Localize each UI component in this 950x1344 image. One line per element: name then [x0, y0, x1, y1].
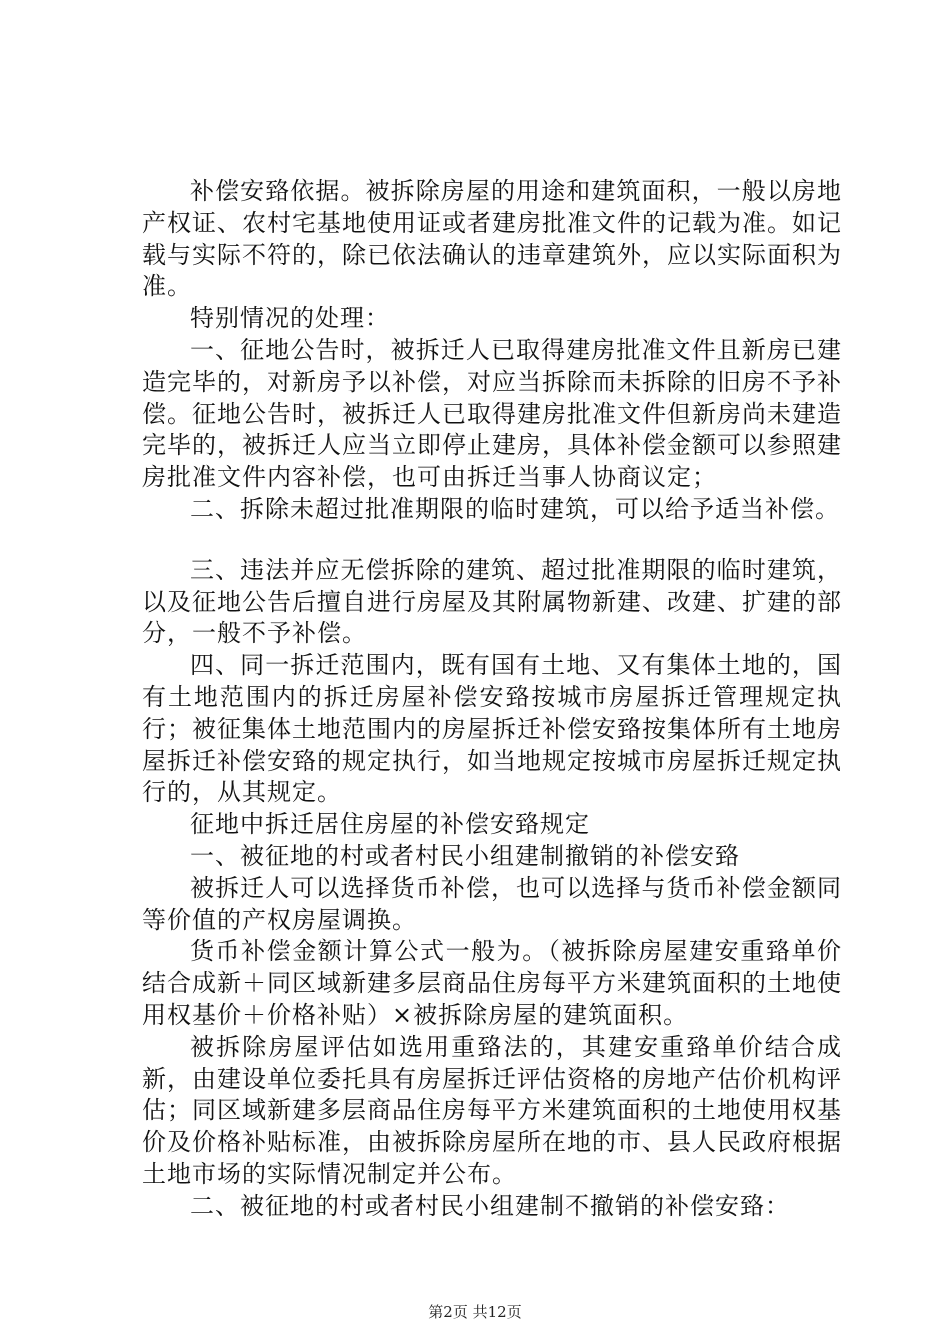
document-body	[142, 176, 842, 1223]
paragraph-item-4: 四、同一拆迁范围内，既有国有土地、又有集体土地的，国有土地范围内的拆迁房屋补偿安臵按城市房屋拆迁管理规定执行；被征集体土地范围内的房屋拆迁补偿安臵按集体所有土地房屋拆迁补偿安臵的规定执行，如当地规定按城市房屋拆迁规定执行的，从其规定。	[142, 651, 842, 807]
page-number-footer: 第2页 共12页	[428, 1303, 522, 1321]
paragraph-basis: 补偿安臵依据。被拆除房屋的用途和建筑面积，一般以房地产权证、农村宅基地使用证或者建房批准文件的记载为准。如记载与实际不符的，除已依法确认的违章建筑外，应以实际面积为准。	[142, 177, 842, 301]
paragraph-formula: 货币补偿金额计算公式一般为。（被拆除房屋建安重臵单价结合成新＋同区域新建多层商品住房每平方米建筑面积的土地使用权基价＋价格补贴）×被拆除房屋的建筑面积。	[142, 937, 842, 1029]
paragraph-item-2: 二、拆除未超过批准期限的临时建筑，可以给予适当补偿。	[190, 494, 840, 523]
paragraph-monetary-choice: 被拆迁人可以选择货币补偿，也可以选择与货币补偿金额同等价值的产权房屋调换。	[142, 873, 842, 934]
paragraph-residential-heading: 征地中拆迁居住房屋的补偿安臵规定	[190, 810, 590, 839]
paragraph-valuation: 被拆除房屋评估如选用重臵法的，其建安重臵单价结合成新，由建设单位委托具有房屋拆迁评估资格的房地产估价机构评估；同区域新建多层商品住房每平方米建筑面积的土地使用权基价及价格补贴标准，由被拆除房屋所在地的市、县人民政府根据土地市场的实际情况制定并公布。	[142, 1032, 842, 1188]
paragraph-section-1-heading: 一、被征地的村或者村民小组建制撤销的补偿安臵	[190, 841, 740, 870]
paragraph-special-cases-heading: 特别情况的处理：	[190, 304, 390, 333]
paragraph-item-3: 三、违法并应无偿拆除的建筑、超过批准期限的临时建筑，以及征地公告后擅自进行房屋及其附属物新建、改建、扩建的部分，一般不予补偿。	[142, 555, 842, 648]
paragraph-item-1: 一、征地公告时，被拆迁人已取得建房批准文件且新房已建造完毕的，对新房予以补偿，对应当拆除而未拆除的旧房不予补偿。征地公告时，被拆迁人已取得建房批准文件但新房尚未建造完毕的，被拆迁人应当立即停止建房，具体补偿金额可以参照建房批准文件内容补偿，也可由拆迁当事人协商议定；	[142, 335, 842, 492]
paragraph-section-2-heading: 二、被征地的村或者村民小组建制不撤销的补偿安臵：	[190, 1191, 790, 1220]
